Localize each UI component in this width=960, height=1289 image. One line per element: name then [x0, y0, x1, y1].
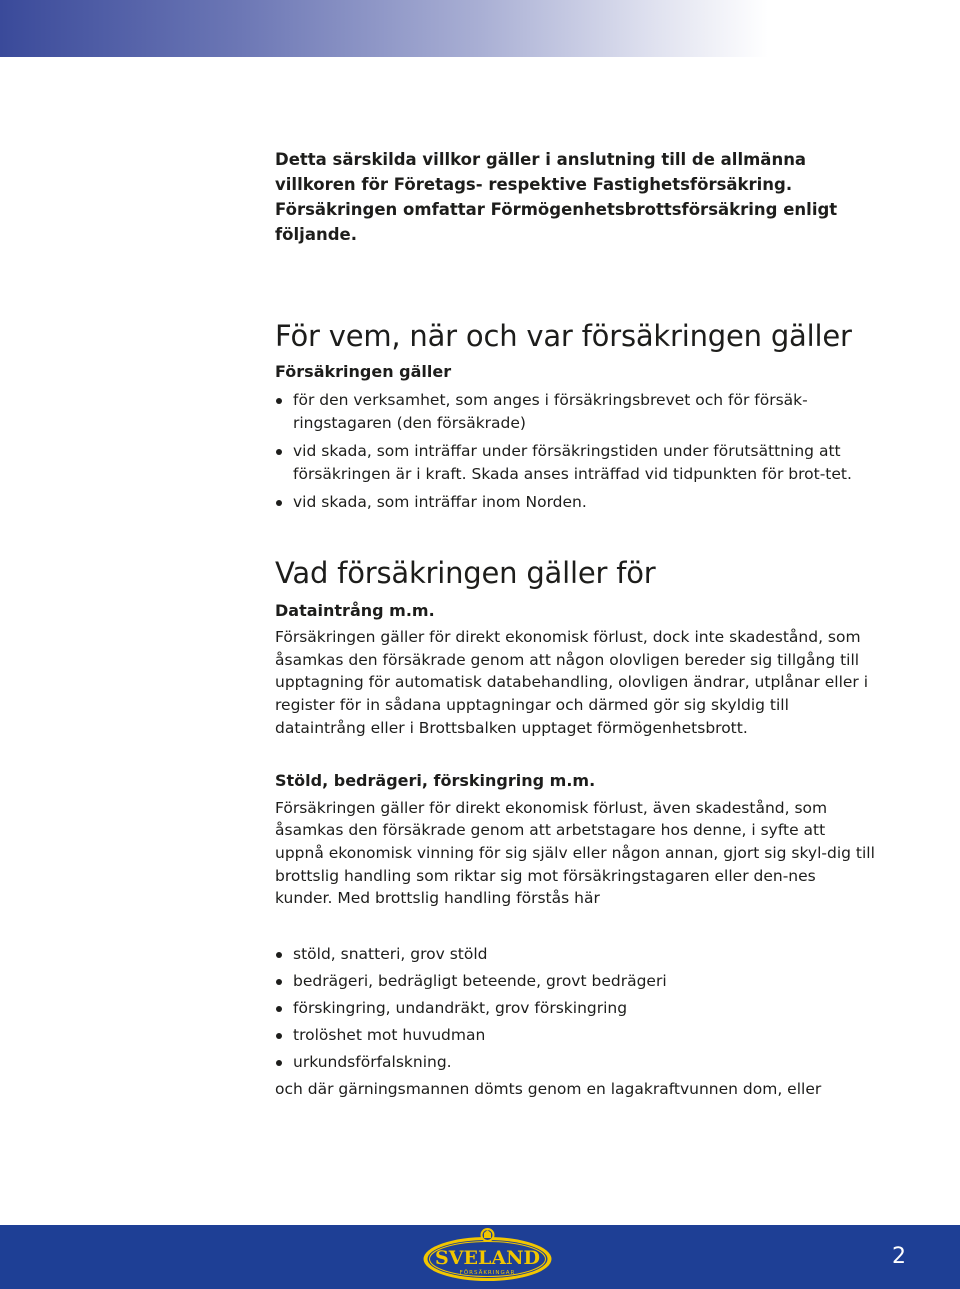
list-item-text: urkundsförfalskning.: [293, 1053, 452, 1072]
bullet-icon: [276, 952, 282, 958]
intro-line-2: Försäkringen omfattar Förmögenhetsbrottsförsäkring enligt följande.: [275, 200, 838, 244]
page-content: [275, 148, 875, 1101]
subheading-insurance-applies: Försäkringen gäller: [275, 362, 452, 381]
bullet-icon: [276, 1006, 282, 1012]
intro-line-1: Detta särskilda villkor gäller i anslutning till de allmänna villkoren för Företags- respektive Fastighetsförsäkring.: [275, 150, 807, 194]
footer-band: [0, 1225, 960, 1289]
list-item: [275, 440, 875, 486]
bullet-icon: [276, 500, 282, 506]
bullet-icon: [276, 979, 282, 985]
list-item: [275, 1051, 875, 1074]
list-item-text: bedrägeri, bedrägligt beteende, grovt bedrägeri: [293, 972, 667, 991]
bullet-icon: [276, 1033, 282, 1039]
list-item: [275, 389, 875, 435]
list-item-text: stöld, snatteri, grov stöld: [293, 945, 488, 964]
page-number: 2: [892, 1244, 906, 1269]
section-heading-who-when-where: För vem, när och var försäkringen gäller: [275, 319, 852, 353]
list-item-text: vid skada, som inträffar under försäkringstiden under förutsättning att försäkringen är i kraft. Skada anses inträffad vid tidpunkten för brot-tet.: [293, 442, 852, 483]
header-gradient-band: [0, 0, 960, 57]
subheading-data-intrusion: Dataintrång m.m.: [275, 601, 435, 620]
bullet-icon: [276, 398, 282, 404]
intro-text: [275, 148, 875, 247]
list-item: [275, 1024, 875, 1047]
list-item: [275, 970, 875, 993]
list-item-text: vid skada, som inträffar inom Norden.: [293, 493, 587, 511]
list-item: [275, 943, 875, 966]
paragraph-theft-fraud: Försäkringen gäller för direkt ekonomisk förlust, även skadestånd, som åsamkas den försäkrade genom att arbetstagare hos denne, i syfte att uppnå ekonomisk vinning för sig själv eller någon annan, gjort sig skyl-dig till brottslig handling som riktar sig mot försäkringstagaren eller den-nes kunder. Med brottslig handling förstås här: [275, 798, 875, 908]
list-item-text: för den verksamhet, som anges i försäkringsbrevet och för försäk-ringstagaren (den försäkrade): [293, 391, 808, 432]
bullet-icon: [276, 1060, 282, 1066]
crime-bullet-list: [275, 943, 875, 1074]
section-heading-what-covered: Vad försäkringen gäller för: [275, 556, 656, 590]
closing-line: och där gärningsmannen dömts genom en lagakraftvunnen dom, eller: [275, 1080, 822, 1099]
applies-bullet-list: [275, 389, 875, 514]
subheading-theft-fraud: Stöld, bedrägeri, förskingring m.m.: [275, 770, 596, 790]
list-item-text: trolöshet mot huvudman: [293, 1026, 486, 1045]
sveland-logo: [420, 1227, 555, 1285]
paragraph-data-intrusion: Försäkringen gäller för direkt ekonomisk förlust, dock inte skadestånd, som åsamkas den försäkrade genom att någon olovligen bereder sig tillgång till upptagning för automatisk databehandling, olovligen ändrar, utplånar eller i register för in sådana upptagningar och därmed gör sig skyldig till dataintrång eller i Brottsbalken upptaget förmögenhetsbrott.: [275, 628, 869, 737]
logo-wordmark: SVELAND: [435, 1247, 540, 1269]
list-item: [275, 491, 875, 514]
list-item: [275, 997, 875, 1020]
list-item-text: förskingring, undandräkt, grov förskingring: [293, 999, 628, 1018]
bullet-icon: [276, 449, 282, 455]
logo-subtext: FÖRSÄKRINGAR: [459, 1270, 516, 1276]
